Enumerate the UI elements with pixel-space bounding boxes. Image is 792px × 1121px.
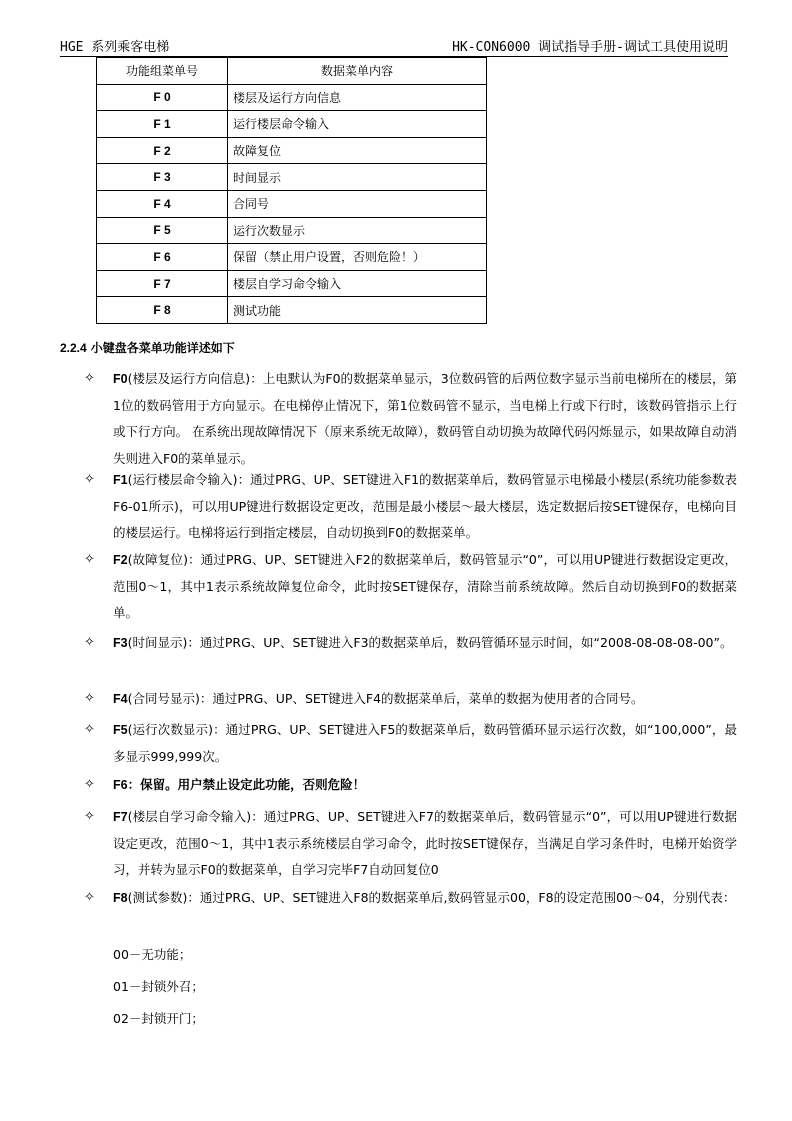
sub-item-02: 02－封锁开门； xyxy=(113,1011,204,1026)
item-text: (测试参数)：通过PRG、UP、SET键进入F8的数据菜单后,数码管显示00，F8的设定范围00～04，分别代表： xyxy=(127,890,736,905)
bullet-icon: ✧ xyxy=(84,777,95,792)
item-text: (时间显示)：通过PRG、UP、SET键进入F3的数据菜单后，数码管循环显示时间，如“2008-08-08-08-00”。 xyxy=(127,635,733,650)
bullet-icon: ✧ xyxy=(84,371,95,386)
menu-code: F 1 xyxy=(97,111,228,138)
table-row xyxy=(97,164,487,191)
section-title: 小键盘各菜单功能详述如下 xyxy=(90,341,235,355)
menu-desc: 楼层及运行方向信息 xyxy=(228,84,487,111)
bullet-icon: ✧ xyxy=(84,691,95,706)
menu-table xyxy=(96,57,487,324)
menu-desc: 楼层自学习命令输入 xyxy=(228,270,487,297)
menu-code: F 7 xyxy=(97,270,228,297)
item-key: F6 xyxy=(113,778,128,792)
menu-code: F 5 xyxy=(97,217,228,244)
item-key: F3 xyxy=(113,636,128,650)
section-heading xyxy=(60,339,235,356)
item-text: (楼层自学习命令输入)：通过PRG、UP、SET键进入F7的数据菜单后，数码管显示“0”，可以用UP键进行数据设定更改，范围0～1，其中1表示系统楼层自学习命令，此时按SET键保存，当满足自学习条件时，电梯开始资学习，并转为显示F0的数据菜单，自学习完毕F7自动回复位0 xyxy=(113,809,737,877)
col-header-menu-content: 数据菜单内容 xyxy=(228,58,487,85)
table-header-row xyxy=(97,58,487,85)
bullet-icon: ✧ xyxy=(84,890,95,905)
table-row xyxy=(97,84,487,111)
menu-code: F 2 xyxy=(97,137,228,164)
menu-code: F 3 xyxy=(97,164,228,191)
section-number: 2.2.4 xyxy=(60,341,87,355)
bullet-icon: ✧ xyxy=(84,472,95,487)
item-key: F5 xyxy=(113,723,128,737)
menu-desc: 测试功能 xyxy=(228,297,487,324)
item-text: (楼层及运行方向信息)：上电默认为F0的数据菜单显示，3位数码管的后两位数字显示当前电梯所在的楼层，第1位的数码管用于方向显示。在电梯停止情况下，第1位数码管不显示，当电梯上行或下行时，该数码管指示上行或下行方向。 在系统出现故障情况下（原来系统无故障），数码管自动切换为故障代码闪烁显示，如果故障自动消失则进入F0的菜单显示。 xyxy=(113,371,737,466)
item-key: F0 xyxy=(113,372,128,386)
menu-code: F 6 xyxy=(97,244,228,271)
item-key: F8 xyxy=(113,891,128,905)
menu-desc: 时间显示 xyxy=(228,164,487,191)
menu-desc: 运行楼层命令输入 xyxy=(228,111,487,138)
bullet-icon: ✧ xyxy=(84,722,95,737)
header-right: HK-CON6000 调试指导手册-调试工具使用说明 xyxy=(452,40,728,55)
item-key: F2 xyxy=(113,553,128,567)
page-header xyxy=(60,36,728,57)
item-text: (合同号显示)：通过PRG、UP、SET键进入F4的数据菜单后，菜单的数据为使用者的合同号。 xyxy=(127,691,644,706)
item-key: F1 xyxy=(113,473,128,487)
menu-code: F 8 xyxy=(97,297,228,324)
item-text: (运行楼层命令输入)：通过PRG、UP、SET键进入F1的数据菜单后，数码管显示电梯最小楼层(系统功能参数表F6-01所示)，可以用UP键进行数据设定更改，范围是最小楼层～最大楼层，选定数据后按SET键保存，电梯向目的楼层运行。电梯将运行到指定楼层，自动切换到F0的数据菜单。 xyxy=(113,472,737,540)
menu-desc: 运行次数显示 xyxy=(228,217,487,244)
table-row xyxy=(97,137,487,164)
bullet-icon: ✧ xyxy=(84,552,95,567)
item-text: ：保留。用户禁止设定此功能，否则危险！ xyxy=(127,777,366,792)
sub-item-00: 00－无功能； xyxy=(113,947,192,962)
header-left: HGE 系列乘客电梯 xyxy=(60,40,170,55)
item-key: F4 xyxy=(113,692,128,706)
table-row xyxy=(97,111,487,138)
bullet-icon: ✧ xyxy=(84,635,95,650)
table-row xyxy=(97,217,487,244)
table-row xyxy=(97,244,487,271)
sub-item-01: 01－封锁外召； xyxy=(113,979,204,994)
table-row xyxy=(97,270,487,297)
bullet-icon: ✧ xyxy=(84,809,95,824)
menu-code: F 0 xyxy=(97,84,228,111)
menu-desc: 保留（禁止用户设置，否则危险！） xyxy=(228,244,487,271)
menu-code: F 4 xyxy=(97,190,228,217)
item-key: F7 xyxy=(113,810,128,824)
col-header-menu-number: 功能组菜单号 xyxy=(97,58,228,85)
table-row xyxy=(97,190,487,217)
menu-desc: 合同号 xyxy=(228,190,487,217)
menu-desc: 故障复位 xyxy=(228,137,487,164)
item-text: (故障复位)：通过PRG、UP、SET键进入F2的数据菜单后，数码管显示“0”，可以用UP键进行数据设定更改，范围0～1，其中1表示系统故障复位命令，此时按SET键保存，清除当前系统故障。然后自动切换到F0的数据菜单。 xyxy=(113,552,737,620)
table-row xyxy=(97,297,487,324)
item-text: (运行次数显示)：通过PRG、UP、SET键进入F5的数据菜单后，数码管循环显示运行次数，如“100,000”，最多显示999,999次。 xyxy=(113,722,737,764)
